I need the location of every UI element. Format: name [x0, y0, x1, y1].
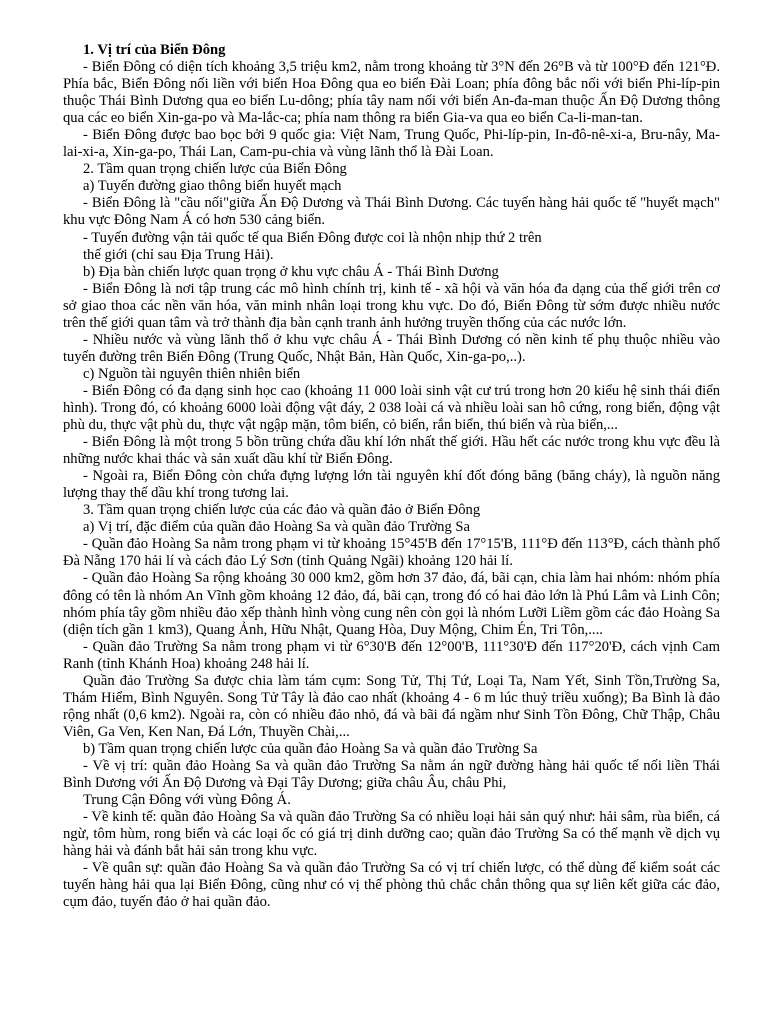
paragraph: thế giới (chỉ sau Địa Trung Hải). — [83, 246, 274, 263]
paragraph: - Biển Đông là nơi tập trung các mô hình chính trị, kinh tế - xã hội và văn hóa đa dạng của thế giới trên cơ sở giao thoa các nền văn hóa, văn minh nhân loại trong khu vực. Do đó, Biển Đông từ sớm được nhiều nước trên thế giới quan tâm và trở thành địa bàn cạnh tranh ảnh hưởng truyền thống của các nước lớn. — [63, 280, 720, 331]
paragraph: Trung Cận Đông với vùng Đông Á. — [83, 792, 291, 809]
paragraph: - Về kinh tế: quần đảo Hoàng Sa và quần đảo Trường Sa có nhiều loại hải sản quý như: hải sâm, rùa biển, cá ngừ, tôm hùm, rong biển và các loại ốc có giá trị dinh dưỡng cao; quần đảo Trường Sa có thế mạnh về dịch vụ hàng hải và đánh bắt hải sản trong khu vực. — [63, 809, 720, 860]
paragraph: a) Vị trí, đặc điểm của quần đảo Hoàng Sa và quần đảo Trường Sa — [83, 519, 471, 536]
paragraph: Quần đảo Trường Sa được chia làm tám cụm: Song Tử, Thị Tứ, Loại Ta, Nam Yết, Sinh Tồn,Trường Sa, Thám Hiểm, Bình Nguyên. Song Tử Tây là đảo cao nhất (khoảng 4 - 6 m lúc thuỷ triều xuống); Ba Bình là đảo rộng nhất (0,6 km2). Ngoài ra, còn có nhiều đảo nhỏ, đá và bãi đá ngầm như Sinh Tồn Đông, Chữ Thập, Châu Viên, Ga Ven, Ken Nan, Đá Lớn, Thuyền Chài,... — [63, 672, 720, 740]
paragraph: - Quần đảo Hoàng Sa rộng khoảng 30 000 km2, gồm hơn 37 đảo, đá, bãi cạn, chia làm hai nhóm: nhóm phía đông có tên là nhóm An Vĩnh gồm khoảng 12 đảo, đá, bãi cạn, trong đó có hai đảo lớn là Phú Lâm và Linh Côn; nhóm phía tây gồm nhiều đảo xếp thành hình vòng cung nên còn gọi là nhóm Lưỡi Liềm gồm các đảo Hoàng Sa (diện tích gần 1 km3), Quang Ảnh, Hữu Nhật, Quang Hòa, Duy Mộng, Chim Én, Tri Tôn,.... — [63, 570, 720, 638]
paragraph: - Nhiều nước và vùng lãnh thổ ở khu vực châu Á - Thái Bình Dương có nền kinh tế phụ thuộc nhiều vào tuyến đường trên Biển Đông (Trung Quốc, Nhật Bản, Hàn Quốc, Xin-ga-po,..). — [63, 331, 720, 365]
document-body — [63, 42, 720, 911]
paragraph: - Về quân sự: quần đảo Hoàng Sa và quần đảo Trường Sa có vị trí chiến lược, có thể dùng để kiểm soát các tuyến hàng hải qua lại Biển Đông, cũng như có vị thế phòng thủ chắc chắn thông qua sự liên kết giữa các đảo, cụm đảo, tuyến đảo ở hai quần đảo. — [63, 860, 720, 911]
paragraph: - Biển Đông được bao bọc bởi 9 quốc gia: Việt Nam, Trung Quốc, Phi-líp-pin, In-đô-nê-xi-a, Bru-nây, Ma-lai-xi-a, Xin-ga-po, Thái Lan, Cam-pu-chia và vùng lãnh thổ là Đài Loan. — [63, 127, 720, 161]
section-heading: 1. Vị trí của Biển Đông — [83, 42, 226, 58]
paragraph: c) Nguồn tài nguyên thiên nhiên biển — [83, 365, 301, 382]
paragraph: 2. Tầm quan trọng chiến lược của Biển Đông — [83, 161, 347, 178]
paragraph: - Biển Đông là một trong 5 bồn trũng chứa dầu khí lớn nhất thế giới. Hầu hết các nước trong khu vực đều là những nước khai thác và sản xuất dầu khí từ Biển Đông. — [63, 434, 720, 468]
paragraph: - Biển Đông có diện tích khoảng 3,5 triệu km2, nằm trong khoảng từ 3°N đến 26°B và từ 100°Đ đến 121°Đ. Phía bắc, Biển Đông nối liền với biển Hoa Đông qua eo biển Đài Loan; phía đông bắc nối với biển Phi-líp-pin thuộc Thái Bình Dương qua eo biển Lu-dông; phía tây nam nối với biển An-đa-man thuộc Ấn Độ Dương thông qua các eo biển Xin-ga-po và Ma-lắc-ca; phía nam thông ra biển Gia-va qua eo biển Ca-li-man-tan. — [63, 59, 720, 127]
paragraph: - Biển Đông là "cầu nối"giữa Ấn Độ Dương và Thái Bình Dương. Các tuyến hàng hải quốc tế "huyết mạch" khu vực Đông Nam Á có hơn 530 cảng biển. — [63, 195, 720, 229]
paragraph: - Về vị trí: quần đảo Hoàng Sa và quần đảo Trường Sa nằm án ngữ đường hàng hải quốc tế nối liền Thái Bình Dương với Ấn Độ Dương và Đại Tây Dương; giữa châu Âu, châu Phi, — [63, 757, 720, 792]
paragraph: - Tuyến đường vận tải quốc tế qua Biển Đông được coi là nhộn nhịp thứ 2 trên — [83, 229, 542, 246]
paragraph: - Ngoài ra, Biển Đông còn chứa đựng lượng lớn tài nguyên khí đốt đóng băng (băng cháy), là nguồn năng lượng thay thế dầu khí trong tương lai. — [63, 468, 720, 502]
paragraph: - Quần đảo Trường Sa nằm trong phạm vi từ 6°30'B đến 12°00'B, 111°30'Đ đến 117°20'Đ, cách vịnh Cam Ranh (tỉnh Khánh Hoa) khoảng 248 hải lí. — [63, 638, 720, 672]
paragraph: - Quần đảo Hoàng Sa nằm trong phạm vi từ khoảng 15°45'B đến 17°15'B, 111°Đ đến 113°Đ, cách thành phố Đà Nẵng 170 hải lí và cách đảo Lý Sơn (tỉnh Quảng Ngãi) khoảng 120 hải lí. — [63, 536, 720, 570]
paragraph: 3. Tầm quan trọng chiến lược của các đảo và quần đảo ở Biển Đông — [83, 502, 481, 519]
paragraph: b) Tầm quan trọng chiến lược của quần đảo Hoàng Sa và quần đảo Trường Sa — [83, 740, 538, 757]
paragraph: a) Tuyến đường giao thông biển huyết mạch — [83, 178, 342, 195]
paragraph: - Biển Đông có đa dạng sinh học cao (khoảng 11 000 loài sinh vật cư trú trong hơn 20 kiểu hệ sinh thái điển hình). Trong đó, có khoảng 6000 loài động vật đáy, 2 038 loài cá và nhiều loài san hô cứng, rong biển, động vật phù du, thực vật phù du, thực vật ngập mặn, tôm biển, cỏ biển, rắn biển, thú biển và rùa biển,... — [63, 382, 720, 434]
paragraph: b) Địa bàn chiến lược quan trọng ở khu vực châu Á - Thái Bình Dương — [83, 263, 499, 280]
